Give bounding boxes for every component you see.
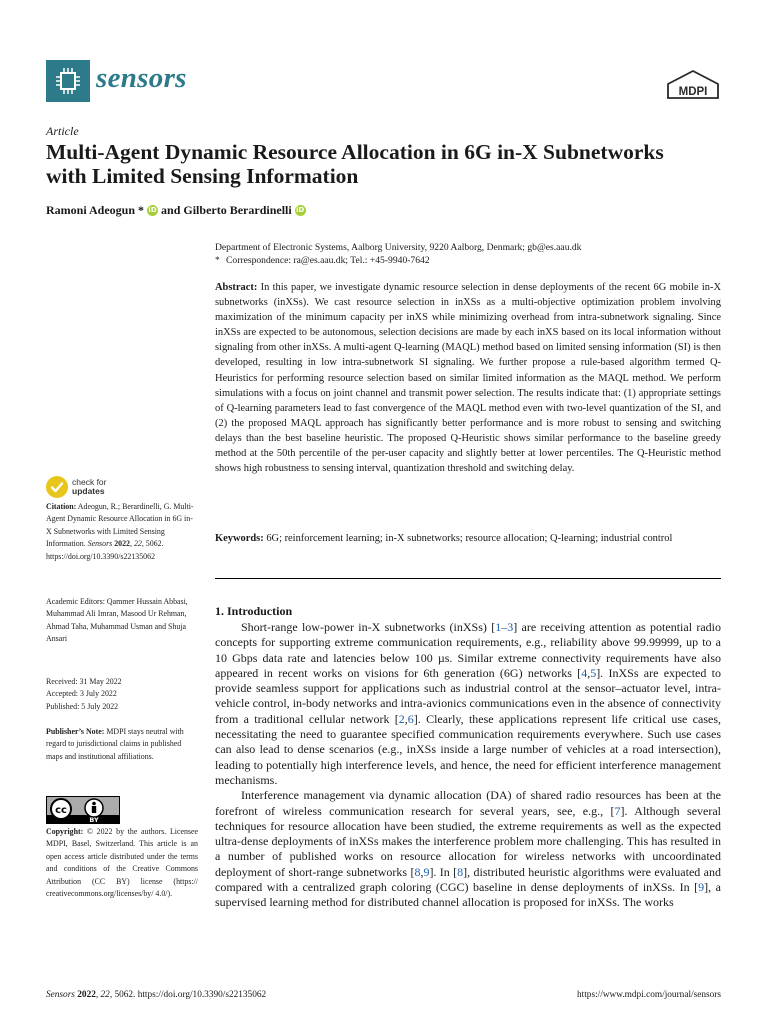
publisher-note	[46, 726, 198, 763]
citation-block: Citation: Adeogun, R.; Berardinelli, G. Multi-Agent Dynamic Resource Allocation in 6G in-X Subnetworks with Limited Sensing Information. Sensors 2022, 22, 5062. https://doi.org/10.3390/s22135062	[46, 502, 194, 561]
affiliations	[215, 241, 735, 267]
check-for-updates-button[interactable]	[46, 476, 107, 498]
publisher-note-label: Publisher’s Note:	[46, 727, 105, 736]
copyright-text: © 2022 by the authors. Licensee MDPI, Basel, Switzerland. This article is an open access article distributed under the terms and conditions of the Creative Commons Attribution (CC BY) license (https:// creativecommons.org/licenses/by/ 4.0/).	[46, 827, 198, 899]
reference-link[interactable]: 7	[614, 803, 621, 818]
publication-dates	[46, 676, 198, 713]
paragraph-text: ]. In [	[429, 864, 458, 879]
section-divider	[215, 578, 721, 579]
author-name[interactable]: Gilberto Berardinelli	[183, 203, 292, 217]
paragraph-text: ]. Clearly, these applications represent life critical use cases, necessitating the need to guarantee specified communication requirements everywhere. Such use cases can also lead to dense scenarios (e.g., inXSs inside a large number of vehicles at a road intersection), leading to potentially high interference levels, and hence, the need for efficient interference management mechanisms.	[215, 711, 721, 787]
by-icon: BY	[89, 816, 99, 823]
copyright-label: Copyright:	[46, 827, 84, 836]
paragraph-text: ,	[587, 665, 591, 680]
reference-link[interactable]: 9	[698, 880, 705, 895]
paragraph-text: ], a supervised learning method for distributed channel allocation is proposed for inXSs. The works	[215, 880, 721, 910]
paragraph-text: ]. InXSs are expected to provide seamless support for applications such as industrial control at the sensor–actuator level, intra-vehicle control, in-body networks and intra-avionics communications even in the absence of connectivity from a traditional cellular network [	[215, 665, 722, 726]
correspondence-line	[215, 254, 735, 267]
paragraph-text: Interference management via dynamic allocation (DA) of shared radio resources has been at the forefront of wireless communication research for several years, see, e.g., [	[215, 788, 721, 818]
correspondence-text: Correspondence: ra@es.aau.dk; Tel.: +45-9940-7642	[226, 255, 430, 266]
orcid-icon[interactable]: iD	[296, 206, 305, 214]
footer-journal: Sensors	[46, 990, 75, 1000]
abstract	[215, 280, 721, 476]
paragraph-text: ,	[404, 711, 408, 726]
reference-link[interactable]: 6	[407, 711, 414, 726]
footer-citation: Sensors 2022, 22, 5062. https://doi.org/10.3390/s22135062	[46, 990, 267, 1000]
abstract-text: In this paper, we investigate dynamic resource selection in dense deployments of the recent 6G mobile in-X subnetworks (inXSs). We cast resource selection in inXSs as a multi-objective optimization problem involving maximization of the minimum capacity per inXS while minimizing overhead from intra-subnetwork signaling. Since inXSs are expected to be autonomous, selection decisions are made by each inXS based on its local information without signaling from other inXSs. A multi-agent Q-learning (MAQL) method based on limited sensing information (SI) is then developed, resulting in low intra-subnetwork SI signaling. We further propose a rule-based algorithm termed Q-Heuristics for performing resource selection based on similar limited information as the MAQL method. We perform simulations with a focus on joint channel and transmit power selection. The results indicate that: (1) appropriate settings of Q-learning parameters lead to fast convergence of the MAQL method even with two-level quantization of the SI, and (2) the proposed MAQL approach has significantly better performance and is more robust to sensing and switching delays than the best baseline heuristic. The proposed Q-Heuristic shows similar performance to the baseline greedy method at the 50th percentile of the per-user capacity and slightly better at lower percentiles. The Q-Heuristic method shows high robustness to sensing interval, quantization threshold and switching delay.	[215, 282, 721, 475]
received-date: Received: 31 May 2022	[46, 677, 122, 686]
footer-volume: 22	[100, 990, 110, 1000]
journal-name[interactable]: sensors	[96, 62, 187, 94]
keywords	[215, 531, 721, 546]
published-date: Published: 5 July 2022	[46, 701, 119, 711]
check-updates-label	[72, 478, 107, 496]
citation-year: 2022	[114, 539, 130, 549]
accepted-date: Accepted: 3 July 2022	[46, 689, 117, 699]
affiliation-line: Department of Electronic Systems, Aalborg University, 9220 Aalborg, Denmark; gb@es.aau.dk	[215, 242, 582, 253]
footer-year: 2022	[77, 990, 96, 1000]
paragraph-text: ,	[420, 864, 424, 879]
citation-journal: Sensors	[87, 539, 113, 549]
paragraph-text: ] are receiving attention as potential radio concepts for supporting extreme communication requirements, e.g., reliability above 99.99999, up to a 10 Gbps data rate and latencies below 100 µs. Similar extreme connectivity requirements have also appeared in recent works on visions for 6th generation (6G) networks [	[215, 620, 722, 680]
mdpi-logo-icon[interactable]	[664, 68, 722, 104]
correspondence-marker: *	[215, 255, 220, 266]
citation-doi[interactable]: , 5062. https://doi.org/10.3390/s22135062	[46, 539, 164, 561]
paper-title: Multi-Agent Dynamic Resource Allocation in 6G in-X Subnetworks with Limited Sensing Information	[46, 140, 664, 188]
reference-link[interactable]: 8	[414, 864, 421, 879]
abstract-label: Abstract:	[215, 282, 258, 293]
citation-text: Adeogun, R.; Berardinelli, G. Multi-Agent Dynamic Resource Allocation in 6G in-X Subnetworks with Limited Sensing Information.	[46, 502, 194, 549]
reference-link[interactable]: 1–3	[495, 620, 514, 634]
section-heading: 1. Introduction	[215, 604, 293, 618]
paragraph-text: Short-range low-power in-X subnetworks (inXSs) [	[241, 620, 496, 634]
keywords-text: 6G; reinforcement learning; in-X subnetworks; resource allocation; Q-learning; industrial control	[266, 533, 673, 544]
journal-logo-icon	[46, 60, 90, 102]
author-name[interactable]: Ramoni Adeogun *	[46, 203, 145, 217]
intro-paragraph-2	[215, 788, 721, 910]
academic-editors: Academic Editors: Qammer Hussain Abbasi, Muhammad Ali Imran, Masood Ur Rehman, Ahmad Taha, Muhammad Usman and Shuja Ansari	[46, 597, 188, 644]
reference-link[interactable]: 2	[398, 711, 405, 726]
paragraph-text: ]. Although several techniques for resource allocation have been studied, the extreme requirements as well as the expected ultra-dense deployments of inXSs makes the interference problem more challenging. This has resulted in a number of published works on resource allocation for wireless networks with uncoordinated deployment of short-range subnetworks [	[215, 803, 721, 879]
check-updates-line1: check for	[72, 477, 107, 487]
paragraph-text: ], distributed heuristic algorithms were evaluated and compared with a centralized graph coloring (CGC) baseline in dense deployments of inXSs. In [	[215, 864, 721, 895]
reference-link[interactable]: 4	[581, 665, 588, 680]
intro-paragraph-1	[215, 620, 721, 788]
cc-icon: cc	[55, 805, 67, 816]
orcid-icon[interactable]: iD	[148, 206, 157, 214]
footer-journal-url[interactable]: https://www.mdpi.com/journal/sensors	[576, 990, 721, 1000]
copyright-notice	[46, 826, 198, 900]
keywords-label: Keywords:	[215, 533, 264, 544]
introduction-body	[215, 620, 721, 911]
reference-link[interactable]: 8	[457, 864, 464, 879]
publisher-note-text: MDPI stays neutral with regard to jurisdictional claims in published maps and institutional affiliations.	[46, 727, 184, 761]
article-type: Article	[46, 124, 79, 138]
reference-link[interactable]: 5	[590, 665, 597, 680]
author-list	[46, 203, 306, 218]
reference-link[interactable]: 9	[423, 864, 430, 879]
check-updates-line2: updates	[72, 486, 105, 496]
mdpi-logo-text: MDPI	[678, 86, 708, 98]
citation-label: Citation:	[46, 502, 77, 511]
check-updates-icon	[46, 476, 68, 498]
cc-by-license-badge[interactable]	[46, 796, 120, 824]
citation-volume: 22	[133, 539, 142, 549]
author-conjunction: and	[161, 203, 181, 217]
footer-doi[interactable]: , 5062. https://doi.org/10.3390/s22135062	[109, 990, 267, 1000]
